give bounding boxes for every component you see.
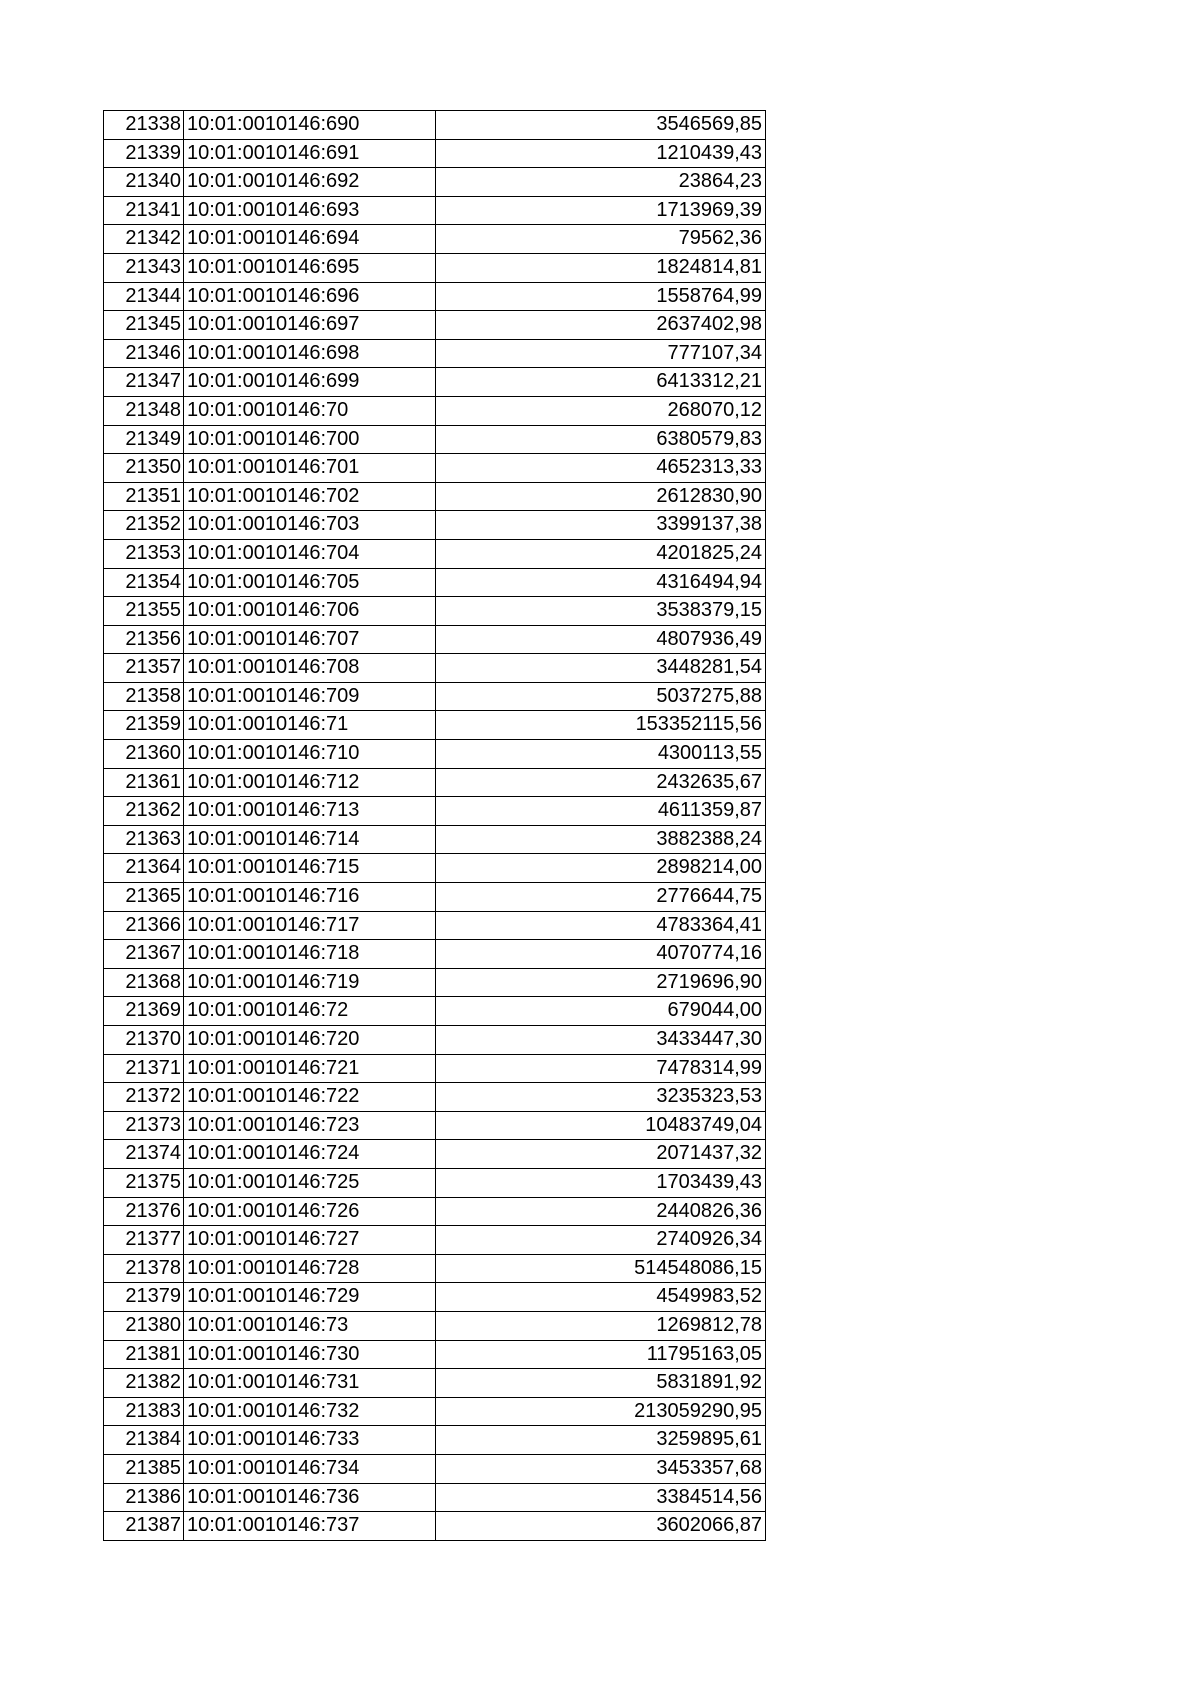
table-row	[104, 1111, 766, 1140]
cadastral-number-cell: 10:01:0010146:725	[184, 1168, 436, 1197]
row-number-cell: 21369	[104, 997, 184, 1026]
row-number-cell: 21354	[104, 568, 184, 597]
table-row	[104, 1168, 766, 1197]
cadastral-number-cell: 10:01:0010146:708	[184, 654, 436, 683]
row-number-cell: 21346	[104, 339, 184, 368]
cadastral-number-cell: 10:01:0010146:693	[184, 196, 436, 225]
value-cell: 2776644,75	[436, 883, 766, 912]
row-number-cell: 21375	[104, 1168, 184, 1197]
row-number-cell: 21367	[104, 940, 184, 969]
table-row	[104, 196, 766, 225]
cadastral-number-cell: 10:01:0010146:718	[184, 940, 436, 969]
value-cell: 3433447,30	[436, 1026, 766, 1055]
value-cell: 1703439,43	[436, 1168, 766, 1197]
table-row	[104, 168, 766, 197]
value-cell: 3602066,87	[436, 1512, 766, 1541]
table-row	[104, 1083, 766, 1112]
value-cell: 23864,23	[436, 168, 766, 197]
value-cell: 213059290,95	[436, 1397, 766, 1426]
row-number-cell: 21386	[104, 1483, 184, 1512]
value-cell: 2071437,32	[436, 1140, 766, 1169]
cadastral-number-cell: 10:01:0010146:73	[184, 1311, 436, 1340]
table-row	[104, 711, 766, 740]
value-cell: 6380579,83	[436, 425, 766, 454]
row-number-cell: 21374	[104, 1140, 184, 1169]
table-row	[104, 482, 766, 511]
row-number-cell: 21352	[104, 511, 184, 540]
value-cell: 4070774,16	[436, 940, 766, 969]
table-row	[104, 1311, 766, 1340]
cadastral-number-cell: 10:01:0010146:730	[184, 1340, 436, 1369]
table-row	[104, 797, 766, 826]
table-row	[104, 1197, 766, 1226]
table-row	[104, 1483, 766, 1512]
row-number-cell: 21338	[104, 111, 184, 140]
cadastral-number-cell: 10:01:0010146:701	[184, 454, 436, 483]
row-number-cell: 21371	[104, 1054, 184, 1083]
table-row	[104, 339, 766, 368]
row-number-cell: 21359	[104, 711, 184, 740]
row-number-cell: 21381	[104, 1340, 184, 1369]
row-number-cell: 21357	[104, 654, 184, 683]
cadastral-number-cell: 10:01:0010146:719	[184, 968, 436, 997]
cadastral-number-cell: 10:01:0010146:704	[184, 539, 436, 568]
value-cell: 3538379,15	[436, 597, 766, 626]
value-cell: 2612830,90	[436, 482, 766, 511]
table-row	[104, 1140, 766, 1169]
table-row	[104, 396, 766, 425]
value-cell: 514548086,15	[436, 1254, 766, 1283]
table-row	[104, 111, 766, 140]
value-cell: 3546569,85	[436, 111, 766, 140]
value-cell: 6413312,21	[436, 368, 766, 397]
cadastral-number-cell: 10:01:0010146:737	[184, 1512, 436, 1541]
table-row	[104, 854, 766, 883]
cadastral-number-cell: 10:01:0010146:699	[184, 368, 436, 397]
row-number-cell: 21351	[104, 482, 184, 511]
row-number-cell: 21383	[104, 1397, 184, 1426]
value-cell: 4807936,49	[436, 625, 766, 654]
row-number-cell: 21347	[104, 368, 184, 397]
table-row	[104, 568, 766, 597]
cadastral-number-cell: 10:01:0010146:715	[184, 854, 436, 883]
value-cell: 1269812,78	[436, 1311, 766, 1340]
table-row	[104, 225, 766, 254]
cadastral-number-cell: 10:01:0010146:717	[184, 911, 436, 940]
value-cell: 4611359,87	[436, 797, 766, 826]
cadastral-number-cell: 10:01:0010146:733	[184, 1426, 436, 1455]
table-row	[104, 1512, 766, 1541]
table-row	[104, 1397, 766, 1426]
value-cell: 4201825,24	[436, 539, 766, 568]
row-number-cell: 21356	[104, 625, 184, 654]
row-number-cell: 21385	[104, 1454, 184, 1483]
value-cell: 3399137,38	[436, 511, 766, 540]
row-number-cell: 21344	[104, 282, 184, 311]
row-number-cell: 21387	[104, 1512, 184, 1541]
cadastral-number-cell: 10:01:0010146:71	[184, 711, 436, 740]
table-row	[104, 1254, 766, 1283]
table-row	[104, 1426, 766, 1455]
table-row	[104, 1026, 766, 1055]
cadastral-number-cell: 10:01:0010146:72	[184, 997, 436, 1026]
value-cell: 268070,12	[436, 396, 766, 425]
value-cell: 11795163,05	[436, 1340, 766, 1369]
value-cell: 2719696,90	[436, 968, 766, 997]
cadastral-number-cell: 10:01:0010146:714	[184, 825, 436, 854]
table-row	[104, 682, 766, 711]
row-number-cell: 21379	[104, 1283, 184, 1312]
cadastral-number-cell: 10:01:0010146:721	[184, 1054, 436, 1083]
table-row	[104, 1283, 766, 1312]
row-number-cell: 21360	[104, 740, 184, 769]
value-cell: 3882388,24	[436, 825, 766, 854]
value-cell: 679044,00	[436, 997, 766, 1026]
table-row	[104, 883, 766, 912]
row-number-cell: 21361	[104, 768, 184, 797]
table-row	[104, 940, 766, 969]
value-cell: 1713969,39	[436, 196, 766, 225]
value-cell: 3448281,54	[436, 654, 766, 683]
value-cell: 3453357,68	[436, 1454, 766, 1483]
cadastral-number-cell: 10:01:0010146:696	[184, 282, 436, 311]
cadastral-number-cell: 10:01:0010146:700	[184, 425, 436, 454]
cadastral-number-cell: 10:01:0010146:728	[184, 1254, 436, 1283]
row-number-cell: 21380	[104, 1311, 184, 1340]
value-cell: 5037275,88	[436, 682, 766, 711]
cadastral-number-cell: 10:01:0010146:705	[184, 568, 436, 597]
table-row	[104, 597, 766, 626]
row-number-cell: 21341	[104, 196, 184, 225]
row-number-cell: 21339	[104, 139, 184, 168]
cadastral-number-cell: 10:01:0010146:729	[184, 1283, 436, 1312]
table-row	[104, 253, 766, 282]
value-cell: 79562,36	[436, 225, 766, 254]
value-cell: 1824814,81	[436, 253, 766, 282]
value-cell: 10483749,04	[436, 1111, 766, 1140]
cadastral-number-cell: 10:01:0010146:736	[184, 1483, 436, 1512]
value-cell: 4300113,55	[436, 740, 766, 769]
value-cell: 2898214,00	[436, 854, 766, 883]
cadastral-number-cell: 10:01:0010146:697	[184, 311, 436, 340]
value-cell: 2637402,98	[436, 311, 766, 340]
cadastral-number-cell: 10:01:0010146:722	[184, 1083, 436, 1112]
cadastral-number-cell: 10:01:0010146:732	[184, 1397, 436, 1426]
cadastral-number-cell: 10:01:0010146:724	[184, 1140, 436, 1169]
value-cell: 5831891,92	[436, 1369, 766, 1398]
table-row	[104, 968, 766, 997]
row-number-cell: 21363	[104, 825, 184, 854]
table-row	[104, 539, 766, 568]
row-number-cell: 21345	[104, 311, 184, 340]
table-row	[104, 997, 766, 1026]
value-cell: 2740926,34	[436, 1226, 766, 1255]
table-row	[104, 1054, 766, 1083]
cadastral-number-cell: 10:01:0010146:698	[184, 339, 436, 368]
row-number-cell: 21366	[104, 911, 184, 940]
table-row	[104, 139, 766, 168]
cadastral-number-cell: 10:01:0010146:734	[184, 1454, 436, 1483]
cadastral-number-cell: 10:01:0010146:707	[184, 625, 436, 654]
row-number-cell: 21376	[104, 1197, 184, 1226]
row-number-cell: 21368	[104, 968, 184, 997]
table-row	[104, 1454, 766, 1483]
table-row	[104, 768, 766, 797]
row-number-cell: 21353	[104, 539, 184, 568]
cadastral-number-cell: 10:01:0010146:710	[184, 740, 436, 769]
table-row	[104, 282, 766, 311]
table-row	[104, 511, 766, 540]
data-table	[103, 110, 766, 1541]
table-row	[104, 1226, 766, 1255]
table-row	[104, 368, 766, 397]
value-cell: 4783364,41	[436, 911, 766, 940]
row-number-cell: 21373	[104, 1111, 184, 1140]
value-cell: 4652313,33	[436, 454, 766, 483]
cadastral-number-cell: 10:01:0010146:712	[184, 768, 436, 797]
cadastral-number-cell: 10:01:0010146:702	[184, 482, 436, 511]
cadastral-number-cell: 10:01:0010146:727	[184, 1226, 436, 1255]
row-number-cell: 21382	[104, 1369, 184, 1398]
value-cell: 2432635,67	[436, 768, 766, 797]
row-number-cell: 21349	[104, 425, 184, 454]
row-number-cell: 21355	[104, 597, 184, 626]
row-number-cell: 21377	[104, 1226, 184, 1255]
value-cell: 7478314,99	[436, 1054, 766, 1083]
row-number-cell: 21342	[104, 225, 184, 254]
table-row	[104, 911, 766, 940]
row-number-cell: 21372	[104, 1083, 184, 1112]
row-number-cell: 21358	[104, 682, 184, 711]
row-number-cell: 21340	[104, 168, 184, 197]
table-row	[104, 311, 766, 340]
cadastral-number-cell: 10:01:0010146:731	[184, 1369, 436, 1398]
value-cell: 4316494,94	[436, 568, 766, 597]
row-number-cell: 21362	[104, 797, 184, 826]
table-row	[104, 740, 766, 769]
row-number-cell: 21384	[104, 1426, 184, 1455]
value-cell: 3235323,53	[436, 1083, 766, 1112]
row-number-cell: 21365	[104, 883, 184, 912]
cadastral-number-cell: 10:01:0010146:716	[184, 883, 436, 912]
cadastral-number-cell: 10:01:0010146:720	[184, 1026, 436, 1055]
row-number-cell: 21350	[104, 454, 184, 483]
cadastral-number-cell: 10:01:0010146:723	[184, 1111, 436, 1140]
cadastral-number-cell: 10:01:0010146:690	[184, 111, 436, 140]
cadastral-number-cell: 10:01:0010146:692	[184, 168, 436, 197]
table-row	[104, 1369, 766, 1398]
table-row	[104, 825, 766, 854]
cadastral-number-cell: 10:01:0010146:691	[184, 139, 436, 168]
table-row	[104, 454, 766, 483]
row-number-cell: 21364	[104, 854, 184, 883]
value-cell: 2440826,36	[436, 1197, 766, 1226]
cadastral-number-cell: 10:01:0010146:726	[184, 1197, 436, 1226]
table-row	[104, 625, 766, 654]
table-row	[104, 1340, 766, 1369]
table-row	[104, 654, 766, 683]
cadastral-number-cell: 10:01:0010146:70	[184, 396, 436, 425]
row-number-cell: 21378	[104, 1254, 184, 1283]
value-cell: 153352115,56	[436, 711, 766, 740]
cadastral-number-cell: 10:01:0010146:694	[184, 225, 436, 254]
row-number-cell: 21370	[104, 1026, 184, 1055]
row-number-cell: 21348	[104, 396, 184, 425]
value-cell: 1210439,43	[436, 139, 766, 168]
cadastral-number-cell: 10:01:0010146:713	[184, 797, 436, 826]
row-number-cell: 21343	[104, 253, 184, 282]
value-cell: 777107,34	[436, 339, 766, 368]
cadastral-number-cell: 10:01:0010146:709	[184, 682, 436, 711]
value-cell: 3384514,56	[436, 1483, 766, 1512]
cadastral-number-cell: 10:01:0010146:706	[184, 597, 436, 626]
table-row	[104, 425, 766, 454]
value-cell: 1558764,99	[436, 282, 766, 311]
table-body	[104, 111, 766, 1541]
cadastral-number-cell: 10:01:0010146:703	[184, 511, 436, 540]
value-cell: 3259895,61	[436, 1426, 766, 1455]
cadastral-number-cell: 10:01:0010146:695	[184, 253, 436, 282]
value-cell: 4549983,52	[436, 1283, 766, 1312]
